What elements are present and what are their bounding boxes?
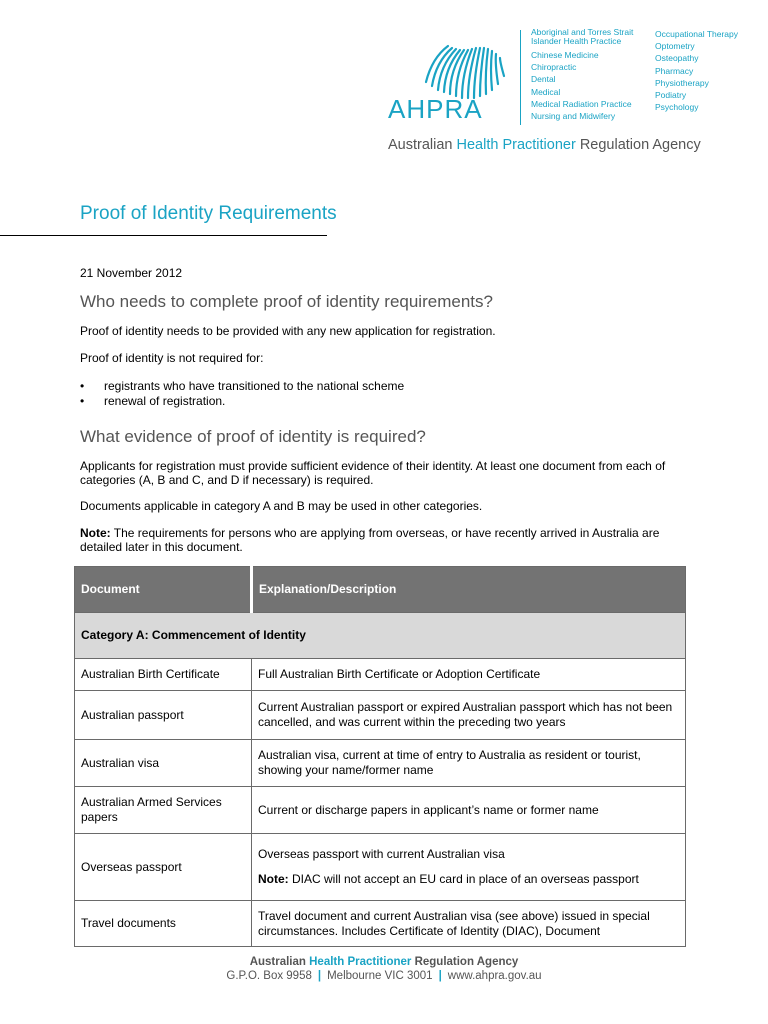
footer-agency-name: Australian Health Practitioner Regulation Agency bbox=[249, 956, 519, 968]
document-cell: Australian Armed Services papers bbox=[75, 787, 252, 834]
paragraph: Proof of identity is not required for: bbox=[80, 351, 264, 365]
description-cell: Overseas passport with current Australian visa Note: DIAC will not accept an EU card in place of an overseas passport bbox=[252, 834, 686, 901]
paragraph: Documents applicable in category A and B may be used in other categories. bbox=[80, 499, 483, 513]
table-row bbox=[75, 691, 686, 740]
profession-item: Dental bbox=[531, 74, 556, 85]
title-underline bbox=[0, 235, 327, 236]
ahpra-logo-mark bbox=[418, 36, 510, 102]
profession-item: Medical Radiation Practice bbox=[531, 98, 632, 109]
logo-divider bbox=[520, 30, 521, 125]
profession-item: Pharmacy bbox=[655, 65, 694, 76]
paragraph: Proof of identity needs to be provided with any new application for registration. bbox=[80, 324, 496, 338]
description-cell: Current or discharge papers in applicant’s name or former name bbox=[252, 787, 686, 834]
table-header-row bbox=[75, 567, 686, 613]
bullet-item: • renewal of registration. bbox=[80, 394, 404, 409]
professions-list-left bbox=[531, 28, 651, 122]
bullet-list bbox=[80, 379, 404, 409]
footer-city: Melbourne VIC 3001 bbox=[327, 970, 433, 982]
column-header-explanation: Explanation/Description bbox=[252, 567, 686, 613]
document-cell: Australian passport bbox=[75, 691, 252, 740]
section-heading-what: What evidence of proof of identity is required? bbox=[80, 427, 426, 446]
profession-item: Aboriginal and Torres Strait Islander Health Practice bbox=[531, 27, 634, 46]
profession-item: Chiropractic bbox=[531, 62, 577, 73]
profession-item: Psychology bbox=[655, 102, 699, 113]
table-row bbox=[75, 834, 686, 901]
footer-postal-box: G.P.O. Box 9958 bbox=[226, 970, 312, 982]
column-header-document: Document bbox=[75, 567, 252, 613]
description-cell: Full Australian Birth Certificate or Adoption Certificate bbox=[252, 659, 686, 691]
table-row bbox=[75, 740, 686, 787]
profession-item: Podiatry bbox=[655, 90, 687, 101]
profession-item: Osteopathy bbox=[655, 53, 699, 64]
description-cell: Travel document and current Australian visa (see above) issued in special circumstances. Includes Certificate of Identity (DIAC), Document bbox=[252, 901, 686, 947]
table-row bbox=[75, 901, 686, 947]
identity-documents-table bbox=[74, 566, 686, 947]
document-cell: Overseas passport bbox=[75, 834, 252, 901]
description-cell: Australian visa, current at time of entry to Australia as resident or tourist, showing your name/former name bbox=[252, 740, 686, 787]
table-row bbox=[75, 659, 686, 691]
profession-item: Optometry bbox=[655, 41, 695, 52]
profession-item: Medical bbox=[531, 86, 561, 97]
document-date: 21 November 2012 bbox=[80, 266, 183, 280]
description-cell: Current Australian passport or expired Australian passport which has not been cancelled, and was current within the preceding two years bbox=[252, 691, 686, 740]
category-label: Category A: Commencement of Identity bbox=[75, 613, 686, 659]
ahpra-logo-text: AHPRA bbox=[388, 94, 483, 124]
agency-name: Australian Health Practitioner Regulation Agency bbox=[388, 137, 701, 153]
footer-website-link[interactable]: www.ahpra.gov.au bbox=[447, 970, 542, 982]
profession-item: Nursing and Midwifery bbox=[531, 111, 616, 122]
footer-contact: G.P.O. Box 9958 | Melbourne VIC 3001 | www.ahpra.gov.au bbox=[226, 970, 542, 982]
profession-item: Physiotherapy bbox=[655, 77, 709, 88]
page-title: Proof of Identity Requirements bbox=[80, 203, 337, 224]
bullet-item: • registrants who have transitioned to the national scheme bbox=[80, 379, 404, 394]
document-cell: Travel documents bbox=[75, 901, 252, 947]
paragraph: Applicants for registration must provide sufficient evidence of their identity. At least one document from each of categories (A, B and C, and D if necessary) is required. bbox=[80, 459, 666, 487]
table-row bbox=[75, 787, 686, 834]
document-cell: Australian visa bbox=[75, 740, 252, 787]
category-row bbox=[75, 613, 686, 659]
note-paragraph: Note: The requirements for persons who are applying from overseas, or have recently arrived in Australia are detailed later in this document. bbox=[80, 526, 660, 554]
professions-list-right bbox=[655, 28, 765, 113]
profession-item: Chinese Medicine bbox=[531, 50, 599, 60]
section-heading-who: Who needs to complete proof of identity requirements? bbox=[80, 292, 493, 311]
document-cell: Australian Birth Certificate bbox=[75, 659, 252, 691]
profession-item: Occupational Therapy bbox=[655, 29, 739, 39]
